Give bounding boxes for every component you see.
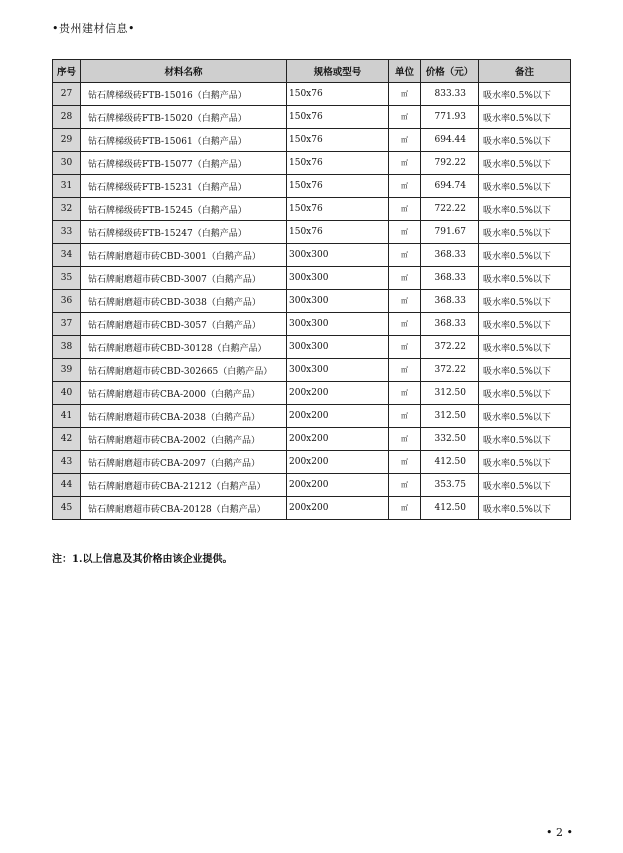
unit-cell: ㎡ <box>389 405 421 428</box>
note-cell: 吸水率0.5%以下 <box>479 497 571 520</box>
note-cell: 吸水率0.5%以下 <box>479 221 571 244</box>
material-name-cell: 钻石牌梯级砖FTB-15020（白鹅产品） <box>81 106 287 129</box>
spec-model-cell: 150x76 <box>287 175 389 198</box>
spec-model-cell: 150x76 <box>287 129 389 152</box>
material-name-cell: 钻石牌耐磨超市砖CBA-2038（白鹅产品） <box>81 405 287 428</box>
row-index-cell: 32 <box>53 198 81 221</box>
row-index-cell: 38 <box>53 336 81 359</box>
col-header-name: 材料名称 <box>81 60 287 83</box>
price-cell: 372.22 <box>421 336 479 359</box>
row-index-cell: 39 <box>53 359 81 382</box>
material-name-cell: 钻石牌耐磨超市砖CBD-302665（白鹅产品） <box>81 359 287 382</box>
spec-model-cell: 200x200 <box>287 497 389 520</box>
table-row <box>53 405 571 428</box>
note-cell: 吸水率0.5%以下 <box>479 267 571 290</box>
price-cell: 372.22 <box>421 359 479 382</box>
table-row <box>53 474 571 497</box>
price-cell: 368.33 <box>421 267 479 290</box>
material-name-cell: 钻石牌耐磨超市砖CBD-3007（白鹅产品） <box>81 267 287 290</box>
note-cell: 吸水率0.5%以下 <box>479 313 571 336</box>
row-index-cell: 40 <box>53 382 81 405</box>
spec-model-cell: 300x300 <box>287 267 389 290</box>
row-index-cell: 44 <box>53 474 81 497</box>
row-index-cell: 41 <box>53 405 81 428</box>
spec-model-cell: 200x200 <box>287 428 389 451</box>
note-cell: 吸水率0.5%以下 <box>479 428 571 451</box>
material-name-cell: 钻石牌耐磨超市砖CBA-20128（白鹅产品） <box>81 497 287 520</box>
row-index-cell: 33 <box>53 221 81 244</box>
material-name-cell: 钻石牌梯级砖FTB-15247（白鹅产品） <box>81 221 287 244</box>
price-cell: 368.33 <box>421 290 479 313</box>
spec-model-cell: 200x200 <box>287 474 389 497</box>
unit-cell: ㎡ <box>389 221 421 244</box>
col-header-note: 备注 <box>479 60 571 83</box>
unit-cell: ㎡ <box>389 336 421 359</box>
note-cell: 吸水率0.5%以下 <box>479 244 571 267</box>
row-index-cell: 37 <box>53 313 81 336</box>
material-name-cell: 钻石牌耐磨超市砖CBA-2097（白鹅产品） <box>81 451 287 474</box>
spec-model-cell: 150x76 <box>287 106 389 129</box>
material-name-cell: 钻石牌梯级砖FTB-15061（白鹅产品） <box>81 129 287 152</box>
col-header-spec: 规格或型号 <box>287 60 389 83</box>
page-number: • 2 • <box>546 826 573 839</box>
spec-model-cell: 300x300 <box>287 313 389 336</box>
table-row <box>53 198 571 221</box>
row-index-cell: 45 <box>53 497 81 520</box>
row-index-cell: 34 <box>53 244 81 267</box>
publication-header: •贵州建材信息• <box>52 22 135 35</box>
table-row <box>53 497 571 520</box>
row-index-cell: 35 <box>53 267 81 290</box>
table-row <box>53 83 571 106</box>
table-row <box>53 106 571 129</box>
price-cell: 694.74 <box>421 175 479 198</box>
note-cell: 吸水率0.5%以下 <box>479 106 571 129</box>
table-header-row <box>53 60 571 83</box>
unit-cell: ㎡ <box>389 83 421 106</box>
table-row <box>53 451 571 474</box>
note-cell: 吸水率0.5%以下 <box>479 474 571 497</box>
table-row <box>53 244 571 267</box>
col-header-index: 序号 <box>53 60 81 83</box>
spec-model-cell: 150x76 <box>287 83 389 106</box>
table-row <box>53 359 571 382</box>
note-cell: 吸水率0.5%以下 <box>479 198 571 221</box>
unit-cell: ㎡ <box>389 313 421 336</box>
material-name-cell: 钻石牌梯级砖FTB-15245（白鹅产品） <box>81 198 287 221</box>
note-cell: 吸水率0.5%以下 <box>479 175 571 198</box>
price-cell: 368.33 <box>421 313 479 336</box>
material-name-cell: 钻石牌耐磨超市砖CBA-2000（白鹅产品） <box>81 382 287 405</box>
price-cell: 412.50 <box>421 497 479 520</box>
note-cell: 吸水率0.5%以下 <box>479 290 571 313</box>
spec-model-cell: 300x300 <box>287 336 389 359</box>
table-row <box>53 428 571 451</box>
col-header-price: 价格（元） <box>421 60 479 83</box>
spec-model-cell: 150x76 <box>287 221 389 244</box>
row-index-cell: 36 <box>53 290 81 313</box>
row-index-cell: 30 <box>53 152 81 175</box>
unit-cell: ㎡ <box>389 451 421 474</box>
material-name-cell: 钻石牌梯级砖FTB-15016（白鹅产品） <box>81 83 287 106</box>
spec-model-cell: 300x300 <box>287 359 389 382</box>
unit-cell: ㎡ <box>389 474 421 497</box>
note-cell: 吸水率0.5%以下 <box>479 152 571 175</box>
price-cell: 792.22 <box>421 152 479 175</box>
row-index-cell: 42 <box>53 428 81 451</box>
spec-model-cell: 150x76 <box>287 198 389 221</box>
table-body <box>53 83 571 520</box>
table-row <box>53 152 571 175</box>
table-row <box>53 290 571 313</box>
unit-cell: ㎡ <box>389 198 421 221</box>
row-index-cell: 43 <box>53 451 81 474</box>
price-cell: 791.67 <box>421 221 479 244</box>
material-name-cell: 钻石牌耐磨超市砖CBD-3001（白鹅产品） <box>81 244 287 267</box>
unit-cell: ㎡ <box>389 152 421 175</box>
table-row <box>53 382 571 405</box>
unit-cell: ㎡ <box>389 290 421 313</box>
note-cell: 吸水率0.5%以下 <box>479 83 571 106</box>
spec-model-cell: 200x200 <box>287 451 389 474</box>
price-cell: 833.33 <box>421 83 479 106</box>
unit-cell: ㎡ <box>389 382 421 405</box>
price-cell: 368.33 <box>421 244 479 267</box>
row-index-cell: 31 <box>53 175 81 198</box>
price-table <box>52 59 571 520</box>
note-cell: 吸水率0.5%以下 <box>479 451 571 474</box>
unit-cell: ㎡ <box>389 428 421 451</box>
price-cell: 332.50 <box>421 428 479 451</box>
material-name-cell: 钻石牌耐磨超市砖CBA-2002（白鹅产品） <box>81 428 287 451</box>
col-header-unit: 单位 <box>389 60 421 83</box>
note-cell: 吸水率0.5%以下 <box>479 405 571 428</box>
spec-model-cell: 150x76 <box>287 152 389 175</box>
table-row <box>53 129 571 152</box>
material-name-cell: 钻石牌耐磨超市砖CBD-3057（白鹅产品） <box>81 313 287 336</box>
material-name-cell: 钻石牌耐磨超市砖CBD-30128（白鹅产品） <box>81 336 287 359</box>
spec-model-cell: 200x200 <box>287 382 389 405</box>
price-cell: 694.44 <box>421 129 479 152</box>
table-row <box>53 336 571 359</box>
note-cell: 吸水率0.5%以下 <box>479 336 571 359</box>
note-cell: 吸水率0.5%以下 <box>479 382 571 405</box>
material-name-cell: 钻石牌梯级砖FTB-15231（白鹅产品） <box>81 175 287 198</box>
unit-cell: ㎡ <box>389 244 421 267</box>
row-index-cell: 27 <box>53 83 81 106</box>
material-name-cell: 钻石牌梯级砖FTB-15077（白鹅产品） <box>81 152 287 175</box>
unit-cell: ㎡ <box>389 129 421 152</box>
row-index-cell: 29 <box>53 129 81 152</box>
table-row <box>53 221 571 244</box>
unit-cell: ㎡ <box>389 106 421 129</box>
unit-cell: ㎡ <box>389 175 421 198</box>
price-cell: 412.50 <box>421 451 479 474</box>
price-cell: 722.22 <box>421 198 479 221</box>
footnote: 注：1.以上信息及其价格由该企业提供。 <box>52 554 233 565</box>
table-row <box>53 267 571 290</box>
spec-model-cell: 300x300 <box>287 290 389 313</box>
note-cell: 吸水率0.5%以下 <box>479 359 571 382</box>
material-name-cell: 钻石牌耐磨超市砖CBA-21212（白鹅产品） <box>81 474 287 497</box>
spec-model-cell: 200x200 <box>287 405 389 428</box>
price-cell: 771.93 <box>421 106 479 129</box>
price-cell: 353.75 <box>421 474 479 497</box>
unit-cell: ㎡ <box>389 267 421 290</box>
price-cell: 312.50 <box>421 405 479 428</box>
unit-cell: ㎡ <box>389 359 421 382</box>
spec-model-cell: 300x300 <box>287 244 389 267</box>
table-row <box>53 175 571 198</box>
table-row <box>53 313 571 336</box>
unit-cell: ㎡ <box>389 497 421 520</box>
price-cell: 312.50 <box>421 382 479 405</box>
material-name-cell: 钻石牌耐磨超市砖CBD-3038（白鹅产品） <box>81 290 287 313</box>
row-index-cell: 28 <box>53 106 81 129</box>
note-cell: 吸水率0.5%以下 <box>479 129 571 152</box>
